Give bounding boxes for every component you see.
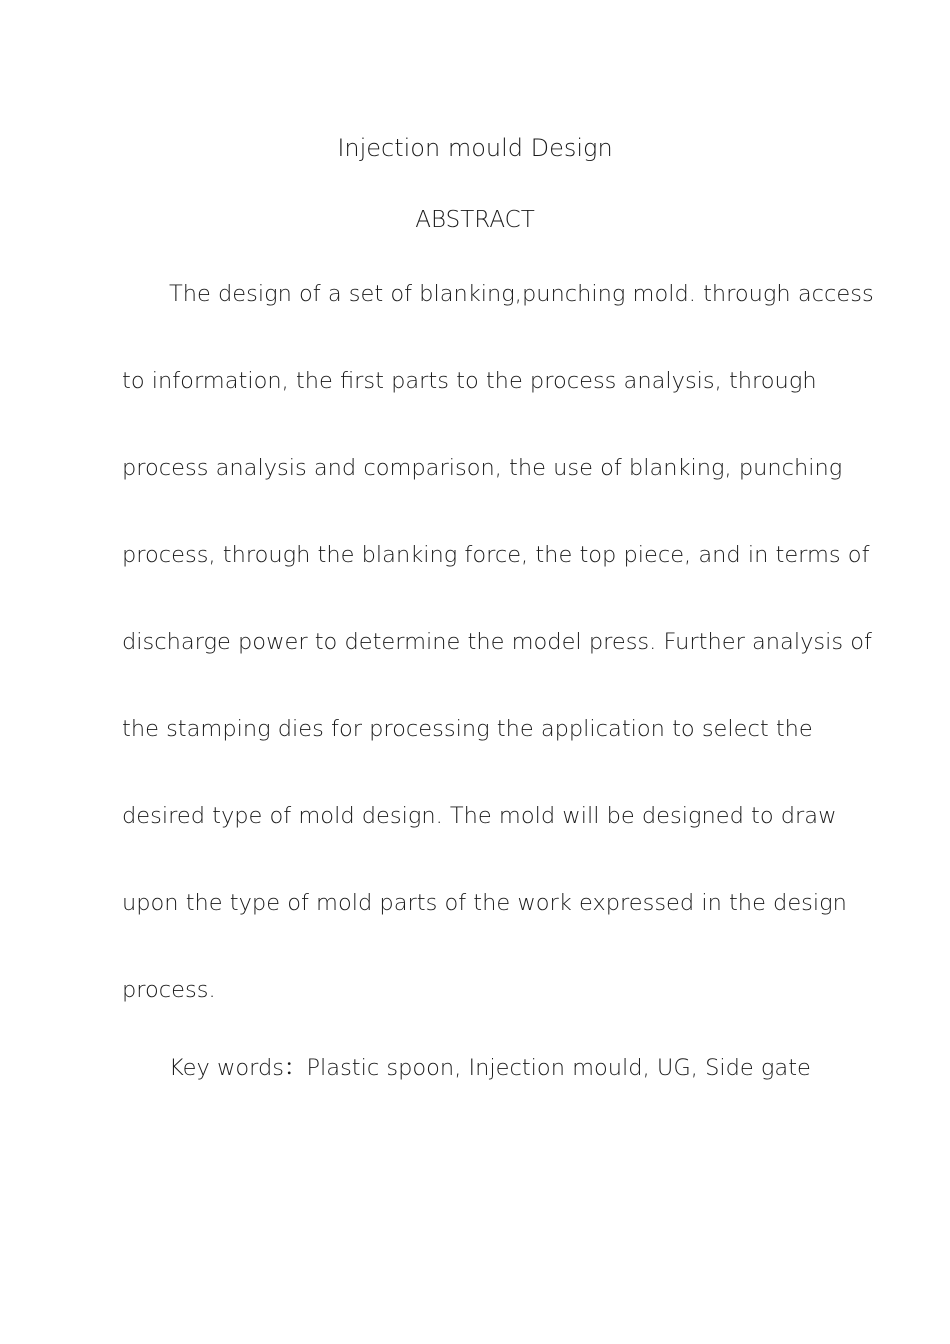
abstract-line: upon the type of mold parts of the work expressed in the design [122,890,847,916]
abstract-heading: ABSTRACT [415,207,535,233]
abstract-line: discharge power to determine the model press. Further analysis of [122,629,872,655]
abstract-line: process, through the blanking force, the top piece, and in terms of [122,542,870,568]
abstract-line: process analysis and comparison, the use of blanking, punching [122,455,843,481]
abstract-line: desired type of mold design. The mold will be designed to draw [122,803,837,829]
document-title: Injection mould Design [337,134,613,162]
abstract-line: the stamping dies for processing the application to select the [122,716,813,742]
abstract-line: The design of a set of blanking,punching mold. through access [169,281,874,307]
keywords-line: Key words：Plastic spoon, Injection mould, UG, Side gate [169,1055,811,1081]
abstract-line: process. [122,977,216,1003]
abstract-line: to information, the first parts to the process analysis, through [122,368,817,394]
